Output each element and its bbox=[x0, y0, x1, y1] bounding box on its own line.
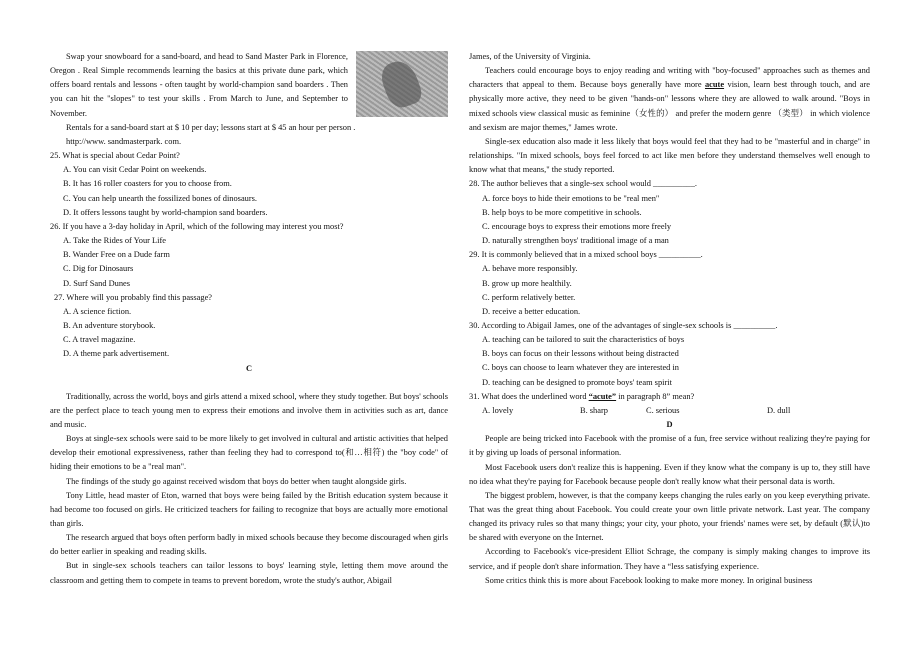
q25-option: D. It offers lessons taught by world-champion sand boarders. bbox=[63, 207, 268, 217]
ad-paragraph: Swap your snowboard for a sand-board, and head to Sand Master Park in Florence, Oregon . Real Simple recommends learning the basics at this private dune park, which offers board rentals and lessons - often taught by world-champion sand boarders . Then you can hit the "slopes" to test your skills . From March to June, and September to November. bbox=[50, 52, 348, 118]
q27-option: C. A travel magazine. bbox=[63, 335, 136, 345]
q25-option: A. You can visit Cedar Point on weekends. bbox=[63, 165, 207, 175]
question-28: 28. The author believes that a single-sex school would __________. bbox=[469, 179, 698, 189]
right-column bbox=[469, 50, 870, 588]
section-d-heading: D bbox=[666, 420, 673, 430]
website-url: http://www. sandmasterpark. com. bbox=[66, 136, 182, 146]
q26-option: D. Surf Sand Dunes bbox=[63, 278, 130, 288]
question-27: 27. Where will you probably find this passage? bbox=[54, 292, 213, 302]
section-c-heading: C bbox=[245, 364, 253, 374]
q31-options bbox=[469, 404, 870, 418]
passage-d-paragraph: According to Facebook's vice-president Elliot Schrage, the company is simply making changes to improve its service, and if people don't share information. They have a “less satisfying experience. bbox=[469, 547, 870, 571]
passage-c-paragraph: The research argued that boys often perform badly in mixed schools because they become discouraged when girls do better earlier in speaking and reading skills. bbox=[50, 533, 448, 557]
q27-option: D. A theme park advertisement. bbox=[63, 349, 170, 359]
sandboarder-photo bbox=[356, 51, 448, 117]
q31-option: A. lovely bbox=[482, 405, 514, 415]
question-25: 25. What is special about Cedar Point? bbox=[50, 151, 180, 161]
q27-option: B. An adventure storybook. bbox=[63, 320, 156, 330]
q28-option: D. naturally strengthen boys' traditional image of a man bbox=[482, 236, 669, 246]
underlined-word-acute: acute bbox=[704, 80, 725, 90]
passage-c-paragraph: Single-sex education also made it less likely that boys would feel that they had to be "masterful and in charge" in relationships. "In mixed schools, boys feel forced to act like men before they understand themselves well enough to know what that means," the study reported. bbox=[469, 136, 870, 175]
q29-option: B. grow up more healthily. bbox=[482, 278, 572, 288]
question-29: 29. It is commonly believed that in a mixed school boys __________. bbox=[469, 250, 703, 260]
q30-option: B. boys can focus on their lessons without being distracted bbox=[482, 349, 679, 359]
passage-c-paragraph: Boys at single-sex schools were said to be more likely to get involved in cultural and artistic activities that helped develop their emotional expressiveness, rather than feeling they had to correspond to(和…相符) the "boy code" of hiding their emotions to be a "real man". bbox=[50, 434, 448, 472]
q26-option: C. Dig for Dinosaurs bbox=[63, 264, 134, 274]
passage-c-paragraph: Tony Little, head master of Eton, warned that boys were being failed by the British education system because it had become too focused on girls. He criticized teachers for failing to recognize that boys are actually more emotional than girls. bbox=[50, 490, 448, 528]
q28-option: A. force boys to hide their emotions to be "real men" bbox=[482, 193, 660, 203]
q29-option: A. behave more responsibly. bbox=[482, 264, 578, 274]
q31-option: B. sharp bbox=[580, 405, 608, 415]
left-column bbox=[50, 50, 448, 588]
passage-d-paragraph: The biggest problem, however, is that the company keeps changing the rules early on you keep everything private. That was the great thing about Facebook. You could create your own little private network. Last year. The company changed its privacy rules so that many things; your city, your photo, your friends' names were set, by default (默认)to be shared with everyone on the Internet. bbox=[469, 490, 870, 543]
passage-c-paragraph: Teachers could encourage boys to enjoy reading and writing with "boy-focused" approaches such as themes and characters that appeal to them. Because boys generally have more acute vision, learn best through touch, and are physically more active, they need to be given "hands-on" lessons where they are allowed to walk around. "Boys in mixed schools view classical music as feminine（女性的） and prefer the modern genre （类型） in which violence and sexism are major themes," James wrote. bbox=[469, 66, 870, 132]
rental-paragraph: Rentals for a sand-board start at $ 10 per day; lessons start at $ 45 an hour per person . bbox=[66, 122, 356, 132]
q29-option: D. receive a better education. bbox=[482, 306, 581, 316]
question-26: 26. If you have a 3-day holiday in April, which of the following may interest you most? bbox=[50, 221, 344, 231]
q27-option: A. A science fiction. bbox=[63, 306, 132, 316]
passage-d-paragraph: Some critics think this is more about Facebook looking to make more money. In original business bbox=[485, 575, 813, 585]
passage-c-paragraph: But in single-sex schools teachers can tailor lessons to boys' learning style, letting them move around the classroom and getting them to compete in teams to prevent boredom, wrote the study's author, Abigail bbox=[50, 561, 448, 585]
q26-option: A. Take the Rides of Your Life bbox=[63, 236, 166, 246]
passage-c-paragraph: The findings of the study go against received wisdom that boys do better when taught alongside girls. bbox=[66, 476, 407, 486]
question-31: 31. What does the underlined word “acute” in paragraph 8” mean? bbox=[469, 391, 695, 401]
passage-d-paragraph: Most Facebook users don't realize this is happening. Even if they know what the company is up to, they still have no idea what they're paying for Facebook because people don't really know what their personal data is worth. bbox=[469, 462, 870, 486]
q30-option: C. boys can choose to learn whatever they are interested in bbox=[482, 363, 679, 373]
q30-option: D. teaching can be designed to promote boys' team spirit bbox=[482, 377, 672, 387]
q25-option: C. You can help unearth the fossilized bones of dinosaurs. bbox=[63, 193, 257, 203]
q26-option: B. Wander Free on a Dude farm bbox=[63, 250, 170, 260]
passage-c-continued: James, of the University of Virginia. bbox=[469, 52, 591, 61]
q28-option: B. help boys to be more competitive in schools. bbox=[482, 207, 642, 217]
question-30: 30. According to Abigail James, one of the advantages of single-sex schools is __________. bbox=[469, 320, 778, 330]
q31-underlined-word: “acute” bbox=[588, 391, 617, 401]
q31-option: D. dull bbox=[767, 405, 791, 415]
q30-option: A. teaching can be tailored to suit the characteristics of boys bbox=[482, 335, 685, 345]
passage-d-paragraph: People are being tricked into Facebook with the promise of a fun, free service without realizing they're paying for it by giving up loads of personal information. bbox=[469, 434, 870, 458]
q31-option: C. serious bbox=[646, 405, 680, 415]
q25-option: B. It has 16 roller coasters for you to choose from. bbox=[63, 179, 232, 189]
q28-option: C. encourage boys to express their emotions more freely bbox=[482, 221, 672, 231]
q29-option: C. perform relatively better. bbox=[482, 292, 576, 302]
passage-c-paragraph: Traditionally, across the world, boys and girls attend a mixed school, where they study together. But boys' schools are the perfect place to teach young men to express their emotions and involve them in activities such as art, dance and music. bbox=[50, 391, 448, 429]
